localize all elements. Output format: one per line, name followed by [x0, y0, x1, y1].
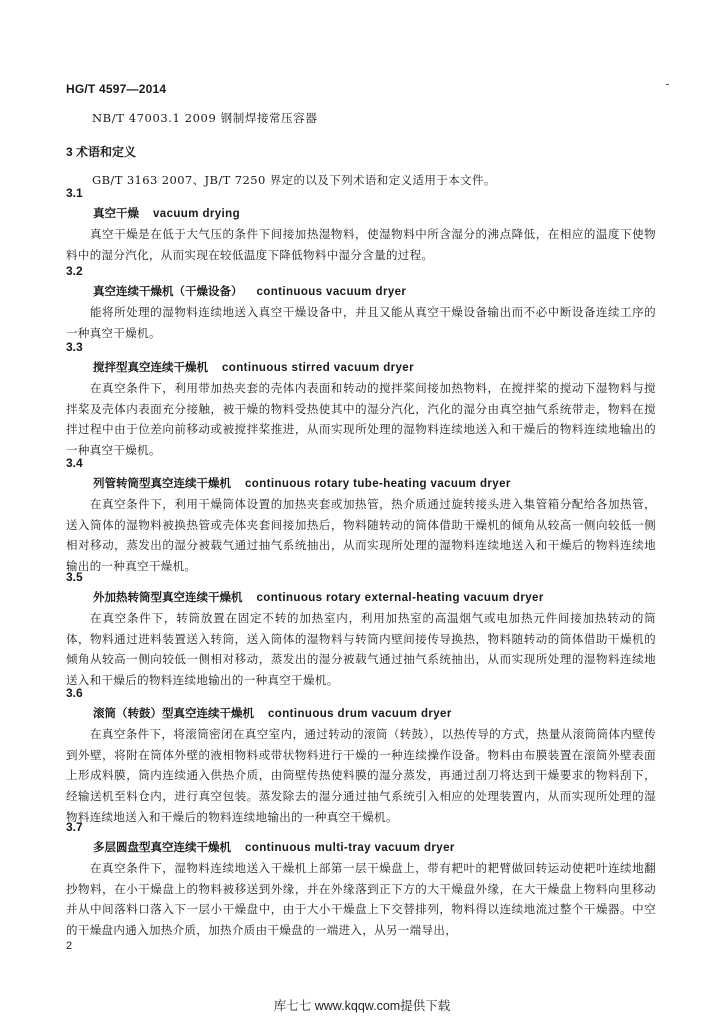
term-number: 3.2 — [66, 264, 83, 278]
term-3-1 — [66, 186, 656, 265]
term-zh: 列管转筒型真空连续干燥机 — [93, 478, 231, 490]
term-en: continuous stirred vacuum dryer — [222, 362, 414, 374]
term-3-3 — [66, 340, 656, 461]
term-title — [93, 474, 656, 494]
term-number: 3.4 — [66, 456, 83, 470]
term-title — [93, 704, 656, 724]
term-title — [93, 838, 656, 858]
term-3-4 — [66, 456, 656, 577]
term-zh: 多层圆盘型真空连续干燥机 — [93, 842, 231, 854]
term-definition: 真空干燥是在低于大气压的条件下间接加热湿物料，使湿物料中所含湿分的沸点降低，在相应的温度下使物料中的湿分汽化，从而实现在较低温度下降低物料中湿分含量的过程。 — [66, 227, 656, 262]
term-zh: 外加热转筒型真空连续干燥机 — [93, 592, 243, 604]
term-number: 3.5 — [66, 570, 83, 584]
scan-speck — [666, 84, 669, 85]
term-definition: 在真空条件下，将滚筒密闭在真空室内，通过转动的滚筒（转鼓），以热传导的方式，热量从滚筒筒体内壁传到外壁，将附在筒体外壁的液相物料或带状物料进行干燥的一种连续操作设备。物料由布膜装置在滚筒外壁表面上形成料膜，筒内连续通入供热介质，由筒壁传热使料膜的湿分蒸发，再通过刮刀将达到干燥要求的物料刮下，经输送机至料仓内，进行真空包装。蒸发除去的湿分通过抽气系统引入相应的处理装置内，从而实现所处理的湿物料连续地送入和干燥后的物料连续地输出的一种真空干燥机。 — [66, 727, 656, 824]
term-en: continuous rotary external-heating vacuum dryer — [256, 592, 544, 604]
term-en: continuous vacuum dryer — [256, 286, 407, 298]
term-en: continuous rotary tube-heating vacuum dryer — [245, 478, 511, 490]
term-number: 3.3 — [66, 340, 83, 354]
term-number: 3.6 — [66, 686, 83, 700]
download-footer: 库七七 www.kqqw.com提供下载 — [273, 999, 451, 1013]
term-title — [93, 282, 656, 302]
term-en: vacuum drying — [153, 208, 240, 220]
standard-code: HG/T 4597—2014 — [66, 82, 167, 96]
term-en: continuous multi-tray vacuum dryer — [245, 842, 455, 854]
page-number: 2 — [66, 940, 73, 952]
section-intro: GB/T 3163 2007、JB/T 7250 界定的以及下列术语和定义适用于本文件。 — [92, 173, 496, 187]
term-definition: 能将所处理的湿物料连续地送入真空干燥设备中，并且又能从真空干燥设备输出而不必中断设备连续工序的一种真空干燥机。 — [66, 305, 656, 340]
term-3-5 — [66, 570, 656, 691]
term-zh: 真空连续干燥机（干燥设备） — [93, 286, 243, 298]
term-definition: 在真空条件下，转筒放置在固定不转的加热室内，利用加热室的高温烟气或电加热元件间接加热转动的筒体，物料通过进料装置送入转筒，送入筒体的湿物料与转筒内壁间接传导换热，物料随转动的筒体借助干燥机的倾角从较高一侧向较低一侧相对移动，蒸发出的湿分被载气通过抽气系统抽出，从而实现所处理的湿物料连续地送入和干燥后的物料连续地输出的一种真空干燥机。 — [66, 611, 656, 688]
term-title — [93, 588, 656, 608]
term-number: 3.1 — [66, 186, 83, 200]
term-definition: 在真空条件下，利用干燥筒体设置的加热夹套或加热管，热介质通过旋转接头进入集管箱分配给各加热管，送入筒体的湿物料被换热管或壳体夹套间接加热后，物料随转动的筒体借助干燥机的倾角从较高一侧向较低一侧相对移动，蒸发出的湿分被载气通过抽气系统抽出，从而实现所处理的湿物料连续地送入和干燥后的物料连续地输出的一种真空干燥机。 — [66, 497, 656, 574]
term-zh: 真空干燥 — [93, 208, 139, 220]
normative-reference: NB/T 47003.1 2009 钢制焊接常压容器 — [92, 111, 318, 125]
term-en: continuous drum vacuum dryer — [268, 708, 452, 720]
term-zh: 搅拌型真空连续干燥机 — [93, 362, 208, 374]
term-title — [93, 358, 656, 378]
term-zh: 滚筒（转鼓）型真空连续干燥机 — [93, 708, 254, 720]
term-definition: 在真空条件下，利用带加热夹套的壳体内表面和转动的搅拌桨间接加热物料，在搅拌桨的搅动下湿物料与搅拌桨及壳体内表面充分接触，被干燥的物料受热使其中的湿分汽化，汽化的湿分由真空抽气系统带走，物料在搅拌过程中由于位差向前移动或被搅拌桨推进，从而实现所处理的湿物料连续地送入和干燥后的物料连续地输出的一种真空干燥机。 — [66, 381, 656, 458]
term-definition: 在真空条件下，湿物料连续地送入干燥机上部第一层干燥盘上，带有耙叶的耙臂做回转运动使耙叶连续地翻抄物料，在小干燥盘上的物料被移送到外缘，并在外缘落到正下方的大干燥盘外缘，在大干燥盘上物料向里移动并从中间落料口落入下一层小干燥盘中，由于大小干燥盘上下交替排列，物料得以连续地流过整个干燥器。中空的干燥盘内通入加热介质，加热介质由干燥盘的一端进入，从另一端导出， — [66, 861, 656, 938]
term-3-7 — [66, 820, 656, 941]
term-title — [93, 204, 656, 224]
term-3-6 — [66, 686, 656, 828]
term-3-2 — [66, 264, 656, 343]
term-number: 3.7 — [66, 820, 83, 834]
section-heading: 3 术语和定义 — [66, 145, 137, 159]
